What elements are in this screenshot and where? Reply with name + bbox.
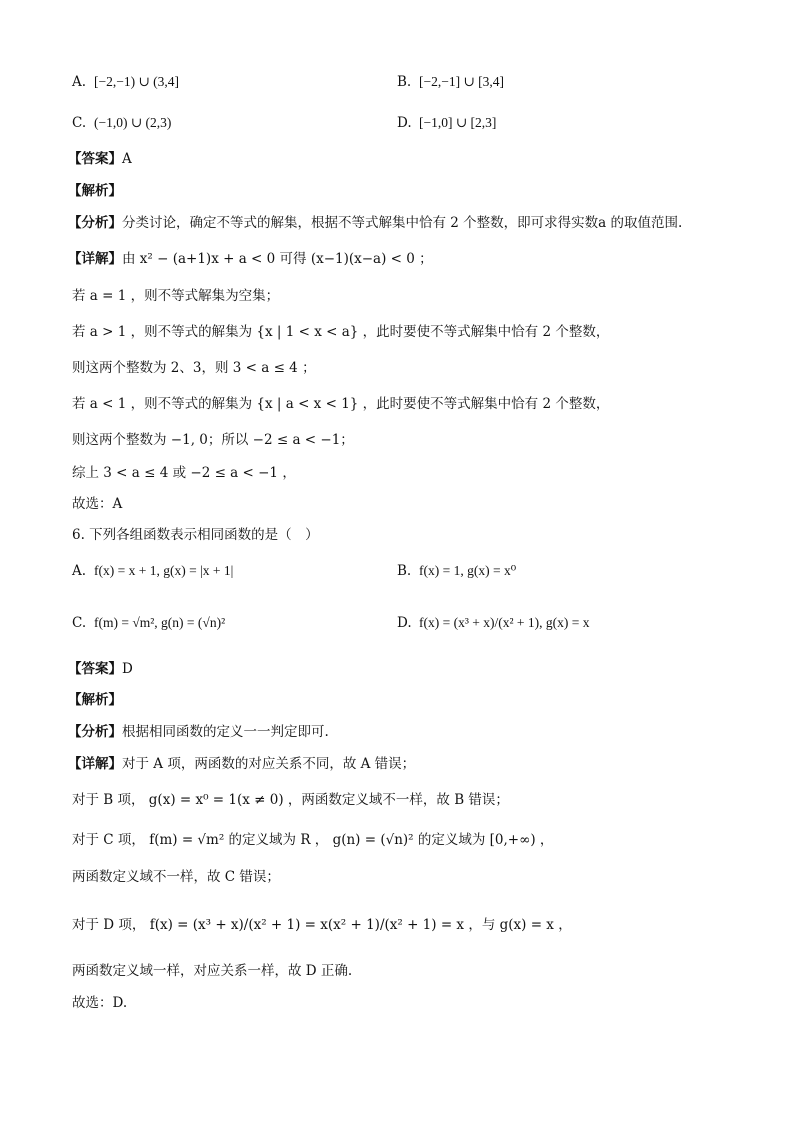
q6-line-3: 两函数定义域不一样，故 C 错误； — [72, 869, 280, 885]
xiangjie-text: 对于 A 项，两函数的对应关系不同，故 A 错误； — [122, 756, 416, 772]
fenxi-text: 根据相同函数的定义一一判定即可. — [122, 724, 329, 740]
option-text: f(x) = (x³ + x)/(x² + 1), g(x) = x — [419, 615, 590, 630]
fenxi-text: 分类讨论，确定不等式的解集，根据不等式解集中恰有 2 个整数，即可求得实数a 的取值范围. — [122, 215, 683, 231]
q6-answer — [68, 659, 133, 679]
q5-line-5: 则这两个整数为 −1, 0；所以 −2 ≤ a < −1； — [72, 432, 354, 448]
q6-fenxi — [68, 722, 329, 742]
q5-line-1: 若 a = 1 ，则不等式解集为空集； — [72, 288, 280, 304]
q5-option-a — [72, 72, 179, 92]
xiangjie-text: 由 x² − (a+1)x + a < 0 可得 (x−1)(x−a) < 0 ； — [122, 251, 433, 267]
option-text: [−2,−1) ∪ (3,4] — [94, 74, 180, 89]
q5-analysis-heading — [68, 181, 122, 201]
q5-option-c — [72, 113, 171, 133]
q5-xiangjie — [68, 249, 433, 269]
q5-answer — [68, 149, 132, 169]
option-text: f(x) = x + 1, g(x) = |x + 1| — [94, 563, 234, 578]
q6-xiangjie — [68, 754, 415, 774]
xiangjie-tag: 【详解】 — [68, 756, 122, 772]
analysis-tag: 【解析】 — [68, 183, 122, 199]
q6-line-1: 对于 B 项， g(x) = x⁰ = 1(x ≠ 0) ，两函数定义域不一样，故 B 错误； — [72, 792, 509, 808]
option-letter: A. — [72, 74, 87, 90]
fenxi-tag: 【分析】 — [68, 215, 122, 231]
q5-option-b — [397, 72, 504, 92]
q6-option-c — [72, 613, 225, 633]
answer-tag: 【答案】 — [68, 661, 122, 677]
q5-line-4: 若 a < 1 ，则不等式的解集为 {x | a < x < 1} ，此时要使不等式解集中恰有 2 个整数， — [72, 396, 610, 412]
option-text: f(x) = 1, g(x) = x⁰ — [419, 563, 517, 578]
q6-option-a — [72, 561, 233, 581]
option-letter: B. — [397, 74, 412, 90]
q6-analysis-heading — [68, 690, 122, 710]
q6-option-d — [397, 613, 590, 633]
q6-option-b — [397, 561, 516, 581]
option-letter: B. — [397, 563, 412, 579]
option-letter: A. — [72, 563, 87, 579]
option-text: f(m) = √m², g(n) = (√n)² — [94, 615, 226, 630]
option-letter: C. — [72, 115, 87, 131]
q6-line-5: 两函数定义域一样，对应关系一样，故 D 正确. — [72, 963, 353, 979]
q5-line-3: 则这两个整数为 2、3，则 3 < a ≤ 4 ； — [72, 360, 316, 376]
analysis-tag: 【解析】 — [68, 692, 122, 708]
option-letter: D. — [397, 115, 412, 131]
xiangjie-tag: 【详解】 — [68, 251, 122, 267]
answer-value: A — [122, 151, 132, 167]
option-text: [−2,−1] ∪ [3,4] — [419, 74, 505, 89]
q6-stem: 6. 下列各组函数表示相同函数的是（ ） — [72, 527, 319, 543]
q6-line-6: 故选：D. — [72, 995, 128, 1011]
q5-line-7: 故选：A — [72, 496, 123, 512]
option-letter: C. — [72, 615, 87, 631]
answer-value: D — [122, 661, 133, 677]
option-text: [−1,0] ∪ [2,3] — [419, 115, 497, 130]
fenxi-tag: 【分析】 — [68, 724, 122, 740]
q5-line-6: 综上 3 < a ≤ 4 或 −2 ≤ a < −1 ， — [72, 465, 296, 481]
answer-tag: 【答案】 — [68, 151, 122, 167]
q6-line-4: 对于 D 项， f(x) = (x³ + x)/(x² + 1) = x(x² + 1)/(x² + 1) = x ，与 g(x) = x ， — [72, 917, 572, 933]
q5-option-d — [397, 113, 496, 133]
option-letter: D. — [397, 615, 412, 631]
option-text: (−1,0) ∪ (2,3) — [94, 115, 172, 130]
q5-fenxi — [68, 213, 682, 233]
q5-line-2: 若 a > 1 ，则不等式的解集为 {x | 1 < x < a} ，此时要使不等式解集中恰有 2 个整数， — [72, 324, 610, 340]
q6-line-2: 对于 C 项， f(m) = √m² 的定义域为 R ， g(n) = (√n)² 的定义域为 [0,+∞) ， — [72, 832, 554, 848]
